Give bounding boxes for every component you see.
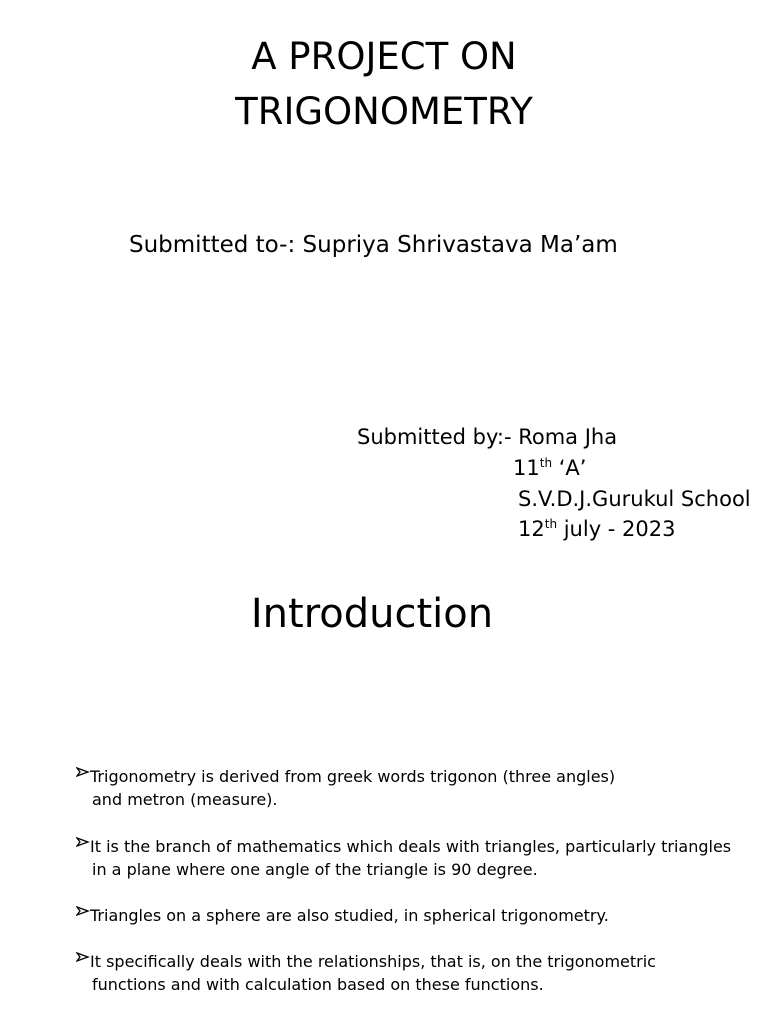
- date-suffix: th: [544, 517, 558, 531]
- list-item: [76, 904, 736, 927]
- arrowhead-bullet-icon: [76, 834, 90, 850]
- class-number: 11: [513, 456, 540, 480]
- introduction-heading: Introduction: [250, 591, 494, 637]
- arrowhead-bullet-icon: [76, 764, 90, 780]
- submitted-by-line: Submitted by:- Roma Jha: [357, 425, 618, 449]
- bullet-text-line-2: in a plane where one angle of the triangle is 90 degree.: [92, 860, 538, 879]
- arrowhead-bullet-icon: [76, 903, 90, 919]
- list-item: [76, 765, 736, 811]
- submitted-to-line: Submitted to-: Supriya Shrivastava Ma’am: [129, 232, 618, 258]
- date-rest: july - 2023: [557, 517, 676, 541]
- class-line: [513, 453, 586, 483]
- list-item: [76, 950, 736, 996]
- title-line-1: A PROJECT ON: [251, 35, 517, 78]
- bullet-text-line-1: It is the branch of mathematics which deals with triangles, particularly triangles: [90, 837, 732, 856]
- bullet-text-line-1: Triangles on a sphere are also studied, in spherical trigonometry.: [90, 906, 609, 925]
- date-line: [518, 514, 676, 544]
- bullet-text-line-1: Trigonometry is derived from greek words trigonon (three angles): [90, 767, 616, 786]
- title-line-2: TRIGONOMETRY: [235, 90, 533, 133]
- class-section: ‘A’: [552, 456, 587, 480]
- school-line: S.V.D.J.Gurukul School: [518, 487, 751, 511]
- bullet-text-line-1: It specifically deals with the relationships, that is, on the trigonometric: [90, 952, 656, 971]
- bullet-text-line-2: functions and with calculation based on these functions.: [92, 975, 544, 994]
- list-item: [76, 835, 736, 881]
- bullet-text-line-2: and metron (measure).: [92, 790, 278, 809]
- arrowhead-bullet-icon: [76, 949, 90, 965]
- class-suffix: th: [539, 456, 553, 470]
- date-day: 12: [518, 517, 545, 541]
